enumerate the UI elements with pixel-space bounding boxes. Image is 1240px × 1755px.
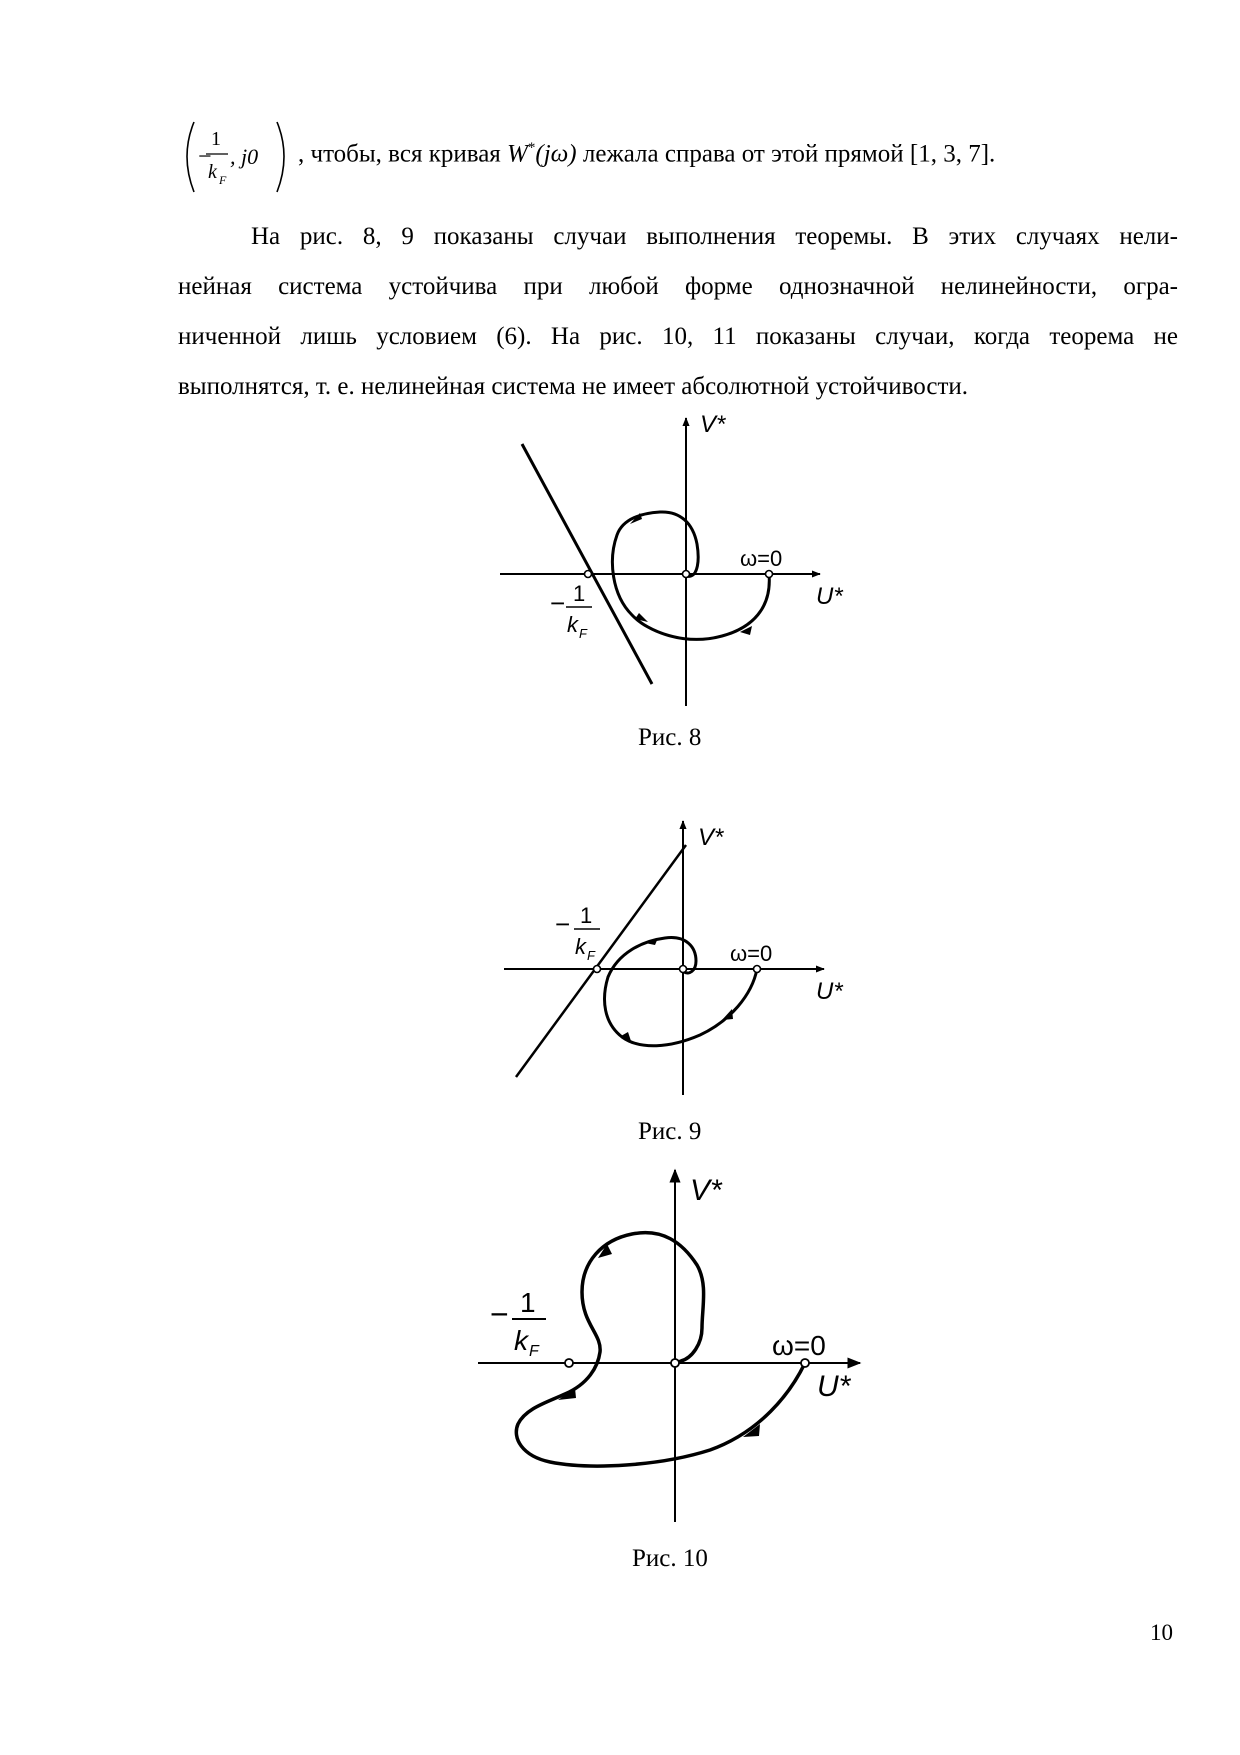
paragraph-line: ниченной лишь условием (6). На рис. 10, 11 показаны случаи, когда теорема не: [178, 323, 1178, 350]
figure-9-caption: Рис. 9: [638, 1118, 702, 1145]
origin-point: [680, 966, 687, 973]
critical-point: [565, 1359, 573, 1367]
formula-text-before: , чтобы, вся кривая: [298, 140, 508, 168]
formula-text-after: лежала справа от этой прямой [1, 3, 7].: [576, 140, 996, 168]
u-axis-label: U*: [816, 978, 843, 1005]
paragraph-line: нейная система устойчива при любой форме однозначной нелинейности, огра-: [178, 273, 1178, 300]
figure-10-caption: Рис. 10: [632, 1545, 708, 1572]
critical-label-denominator: k: [575, 934, 586, 959]
origin-point: [683, 571, 690, 578]
curve-arrow: [722, 1009, 733, 1020]
critical-label-minus: −: [550, 588, 566, 618]
omega-zero-point: [754, 966, 761, 973]
critical-label-denominator: k: [514, 1325, 528, 1356]
curve-arrow: [558, 1388, 576, 1400]
paragraph-line: выполнятся, т. е. нелинейная система не имеет абсолютной устойчивости.: [178, 373, 969, 400]
omega-zero-point: [766, 571, 773, 578]
critical-label-denominator: k: [567, 612, 578, 637]
figure-8-caption: Рис. 8: [638, 724, 702, 751]
body-paragraph: [178, 212, 1178, 412]
critical-label-sub: F: [529, 1343, 539, 1360]
critical-label-minus: −: [490, 1296, 509, 1332]
figure-8-plot: [490, 410, 860, 710]
u-axis-label: U*: [817, 1370, 851, 1403]
critical-point: [594, 966, 601, 973]
origin-point: [671, 1359, 679, 1367]
formula-function: W: [507, 140, 528, 168]
paragraph-line: На рис. 8, 9 показаны случаи выполнения теоремы. В этих случаях нели-: [251, 223, 1178, 250]
critical-point: [585, 571, 592, 578]
formula-function-sup: *: [527, 140, 536, 156]
omega-label: ω=0: [740, 546, 783, 571]
omega-label: ω=0: [730, 941, 773, 966]
formula-bracket-expression: [178, 118, 298, 198]
popov-line: [522, 444, 652, 684]
u-axis-label: U*: [816, 583, 843, 610]
critical-label-numerator: 1: [573, 581, 586, 606]
formula-tail: [298, 140, 995, 168]
figure-9-plot: [490, 815, 860, 1105]
critical-label-sub: F: [587, 948, 595, 963]
formula-line: [178, 118, 1078, 198]
formula-argument: (jω): [535, 140, 577, 168]
formula-imag-part: , j0: [230, 144, 259, 169]
page-number: 10: [1150, 1620, 1173, 1645]
critical-label-numerator: 1: [520, 1287, 536, 1318]
omega-label: ω=0: [772, 1330, 826, 1361]
v-axis-label: V*: [698, 824, 724, 851]
formula-denominator-sub: F: [219, 173, 227, 187]
critical-label-numerator: 1: [580, 903, 593, 928]
formula-minus: −: [198, 144, 212, 170]
nyquist-curve: [612, 512, 769, 639]
figure-10-plot: [470, 1162, 870, 1532]
popov-line: [516, 845, 686, 1077]
nyquist-curve: [516, 1233, 805, 1466]
v-axis-label: V*: [700, 411, 726, 438]
v-axis-label: V*: [690, 1174, 722, 1207]
critical-label-minus: −: [555, 909, 571, 939]
critical-label-sub: F: [579, 626, 587, 641]
formula-denominator: k: [208, 161, 217, 183]
formula-numerator: 1: [211, 128, 221, 150]
